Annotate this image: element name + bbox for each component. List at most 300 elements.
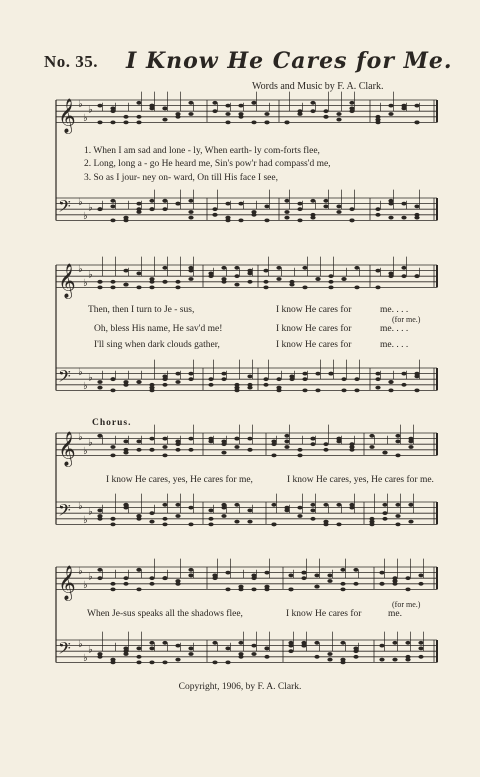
note-head [238,641,243,645]
note-head [349,219,354,223]
flat-sign: ♭ [78,500,83,512]
note-head [340,588,345,592]
note-head [375,118,380,122]
note-head [188,647,193,651]
note-head [162,503,167,507]
note-head [208,517,213,521]
note-head [414,274,419,278]
note-head [212,661,217,665]
note-head [136,448,141,452]
note-head [188,652,193,656]
chorus-line-1-right: I know He cares, yes, He cares for me. [287,475,434,485]
verse-3-line-1: 3. So as I jour- ney on- ward, On till His face I see, [84,173,278,183]
bass-clef: 𝄢 [58,499,71,524]
note-head [251,101,256,105]
note-head [123,576,128,580]
note-head [388,112,393,116]
note-head [212,101,217,105]
bass-clef: 𝄢 [58,195,71,220]
note-head [162,454,167,458]
note-head [123,115,128,119]
note-head [288,641,293,645]
note-head [310,503,315,507]
flat-sign: ♭ [78,366,83,378]
note-head [123,269,128,273]
note-head [188,210,193,214]
note-head [408,520,413,524]
note-head [328,286,333,290]
note-head [354,389,359,393]
note-head [188,506,193,510]
note-head [149,199,154,203]
note-head [251,652,256,656]
note-head [276,266,281,270]
note-head [97,509,102,513]
note-head [136,115,141,119]
note-head [110,280,115,284]
note-head [110,109,115,113]
note-head [353,655,358,659]
note-head [97,652,102,656]
note-head [234,445,239,449]
note-head [234,386,239,390]
note-head [149,641,154,645]
note-head [234,274,239,278]
note-head [175,658,180,662]
note-head [336,112,341,116]
note-head [136,517,141,521]
note-head [327,652,332,656]
note-head [264,219,269,223]
note-head [323,448,328,452]
flat-sign: ♭ [78,565,83,577]
note-head [110,523,115,527]
note-head [175,440,180,444]
note-head [382,517,387,521]
note-head [354,377,359,381]
note-head [123,652,128,656]
note-head [212,207,217,211]
note-head [175,582,180,586]
note-head [264,647,269,651]
note-head [247,437,252,441]
note-head [175,202,180,206]
note-head [136,647,141,651]
note-head [212,576,217,580]
note-head [297,506,302,510]
note-head [408,445,413,449]
flat-sign: ♭ [78,263,83,275]
note-head [323,109,328,113]
note-head [110,454,115,458]
note-head [162,207,167,211]
note-head [354,286,359,290]
flat-sign: ♭ [88,571,93,583]
note-head [136,207,141,211]
note-head [395,440,400,444]
note-head [162,437,167,441]
note-head [375,207,380,211]
note-head [225,121,230,125]
note-head [341,377,346,381]
note-head [149,448,154,452]
note-head [149,207,154,211]
note-head [375,372,380,376]
note-head [175,503,180,507]
chorus-line-2-sub: (for me.) [392,600,421,609]
note-head [349,506,354,510]
note-head [392,579,397,583]
note-head [289,375,294,379]
chorus-line-2-end: me. [388,609,402,619]
note-head [414,205,419,209]
note-head [401,104,406,108]
copyright-line: Copyright, 1906, by F. A. Clark. [178,682,302,692]
note-head [97,280,102,284]
note-head [418,641,423,645]
note-head [301,571,306,575]
flat-sign: ♭ [78,638,83,650]
flat-sign: ♭ [83,579,88,591]
note-head [315,372,320,376]
note-head [136,655,141,659]
note-head [340,658,345,662]
verse-2-line-2-right: I know He cares for [276,324,352,334]
note-head [188,437,193,441]
note-head [238,588,243,592]
note-head [302,266,307,270]
note-head [349,109,354,113]
note-head [162,641,167,645]
note-head [382,503,387,507]
note-head [379,658,384,662]
flat-sign: ♭ [83,277,88,289]
note-head [353,568,358,572]
note-head [302,377,307,381]
note-head [382,451,387,455]
note-head [188,199,193,203]
note-head [188,372,193,376]
note-head [225,588,230,592]
note-head [123,383,128,387]
note-head [110,445,115,449]
hymn-number: No. 35. [44,52,99,71]
flat-sign: ♭ [88,506,93,518]
note-head [136,440,141,444]
note-head [264,112,269,116]
note-head [221,266,226,270]
note-head [225,647,230,651]
note-head [349,101,354,105]
chorus-label: Chorus. [92,418,132,428]
note-head [392,658,397,662]
flat-sign: ♭ [88,372,93,384]
note-head [238,202,243,206]
note-head [297,202,302,206]
note-head [136,286,141,290]
note-head [123,219,128,223]
note-head [414,104,419,108]
note-head [284,121,289,125]
note-head [188,266,193,270]
note-head [388,104,393,108]
note-head [405,576,410,580]
note-head [271,454,276,458]
verse-2-line-1: 2. Long, long a - go He heard me, Sin's pow'r had compass'd me, [84,159,331,169]
note-head [284,440,289,444]
note-head [340,568,345,572]
note-head [149,647,154,651]
note-head [175,644,180,648]
note-head [379,571,384,575]
note-head [162,280,167,284]
note-head [149,511,154,515]
note-head [323,503,328,507]
note-head [149,661,154,665]
note-head [136,101,141,105]
note-head [315,389,320,393]
note-head [247,375,252,379]
note-head [297,219,302,223]
note-head [251,644,256,648]
note-head [271,503,276,507]
note-head [388,216,393,220]
note-head [414,216,419,220]
note-head [388,274,393,278]
note-head [208,440,213,444]
note-head [110,661,115,665]
note-head [408,503,413,507]
note-head [349,207,354,211]
note-head [110,286,115,290]
note-head [297,112,302,116]
note-head [149,582,154,586]
note-head [225,104,230,108]
note-head [212,109,217,113]
note-head [341,277,346,281]
flat-sign: ♭ [83,445,88,457]
note-head [238,104,243,108]
note-head [284,210,289,214]
note-head [354,266,359,270]
verse-3-line-2-right: I know He cares for [276,340,352,350]
flat-sign: ♭ [78,431,83,443]
note-head [175,286,180,290]
note-head [97,568,102,572]
note-head [110,199,115,203]
note-head [208,509,213,513]
note-head [405,641,410,645]
note-head [288,649,293,653]
note-head [263,280,268,284]
note-head [310,509,315,513]
chorus-line-1-left: I know He cares, yes, He cares for me, [106,475,253,485]
note-head [263,269,268,273]
note-head [162,517,167,521]
note-head [136,202,141,206]
note-head [110,377,115,381]
note-head [414,389,419,393]
note-head [414,372,419,376]
flat-sign: ♭ [83,380,88,392]
note-head [110,205,115,209]
note-head [301,641,306,645]
note-head [162,661,167,665]
note-head [392,641,397,645]
note-head [276,277,281,281]
note-head [336,205,341,209]
note-head [136,661,141,665]
note-head [395,454,400,458]
note-head [136,121,141,125]
note-head [238,219,243,223]
note-head [336,503,341,507]
note-head [234,520,239,524]
note-head [251,574,256,578]
note-head [97,517,102,521]
note-head [327,574,332,578]
note-head [208,377,213,381]
note-head [297,207,302,211]
note-head [336,118,341,122]
note-head [188,568,193,572]
note-head [263,286,268,290]
note-head [264,205,269,209]
note-head [289,283,294,287]
note-head [323,442,328,446]
note-head [175,112,180,116]
note-head [301,576,306,580]
note-head [208,272,213,276]
note-head [276,377,281,381]
note-head [97,121,102,125]
verse-1-line-1: 1. When I am sad and lone - ly, When earth- ly com-forts flee, [84,146,320,156]
note-head [175,380,180,384]
note-head [405,658,410,662]
note-head [162,107,167,111]
note-head [188,112,193,116]
note-head [149,389,154,393]
note-head [323,199,328,203]
note-head [297,454,302,458]
note-head [97,434,102,438]
note-head [395,523,400,527]
treble-clef: 𝄞 [58,431,76,467]
note-head [375,213,380,217]
note-head [414,121,419,125]
note-head [401,202,406,206]
flat-sign: ♭ [88,437,93,449]
note-head [284,506,289,510]
note-head [284,445,289,449]
verse-1-line-2-sub: (for me.) [392,315,421,324]
note-head [97,386,102,390]
note-head [162,118,167,122]
note-head [221,372,226,376]
treble-clef: 𝄞 [58,263,76,299]
note-head [162,445,167,449]
note-head [288,588,293,592]
flat-sign: ♭ [88,202,93,214]
note-head [162,377,167,381]
note-head [264,121,269,125]
treble-clef: 𝄞 [58,98,76,134]
note-head [340,641,345,645]
note-head [136,588,141,592]
flat-sign: ♭ [78,98,83,110]
verse-2-line-2-end: me. . . . [380,324,409,334]
note-head [188,216,193,220]
note-head [110,517,115,521]
note-head [97,104,102,108]
note-head [221,451,226,455]
note-head [123,503,128,507]
note-head [234,503,239,507]
note-head [136,272,141,276]
note-head [149,383,154,387]
note-head [297,514,302,518]
note-head [188,377,193,381]
note-head [149,277,154,281]
note-head [238,655,243,659]
bass-clef: 𝄢 [58,365,71,390]
note-head [302,389,307,393]
note-head [418,582,423,586]
verse-1-line-2-end: me. . . . [380,305,409,315]
flat-sign: ♭ [83,112,88,124]
note-head [212,213,217,217]
note-head [251,213,256,217]
note-head [162,383,167,387]
note-head [323,205,328,209]
note-head [175,372,180,376]
note-head [328,274,333,278]
note-head [149,286,154,290]
note-head [375,386,380,390]
note-head [401,266,406,270]
verse-3-line-2-end: me. . . . [380,340,409,350]
note-head [162,199,167,203]
note-head [405,588,410,592]
note-head [247,383,252,387]
note-head [328,372,333,376]
note-head [212,641,217,645]
note-head [225,202,230,206]
note-head [327,579,332,583]
flat-sign: ♭ [78,196,83,208]
note-head [247,280,252,284]
note-head [349,442,354,446]
note-head [375,286,380,290]
note-head [110,121,115,125]
note-head [369,520,374,524]
note-head [336,210,341,214]
note-head [208,383,213,387]
note-head [188,574,193,578]
note-head [369,434,374,438]
note-head [323,523,328,527]
note-head [379,644,384,648]
note-head [208,523,213,527]
note-head [310,101,315,105]
note-head [284,199,289,203]
note-head [188,277,193,281]
note-head [149,437,154,441]
note-head [395,503,400,507]
note-head [369,445,374,449]
note-head [162,523,167,527]
note-head [97,576,102,580]
